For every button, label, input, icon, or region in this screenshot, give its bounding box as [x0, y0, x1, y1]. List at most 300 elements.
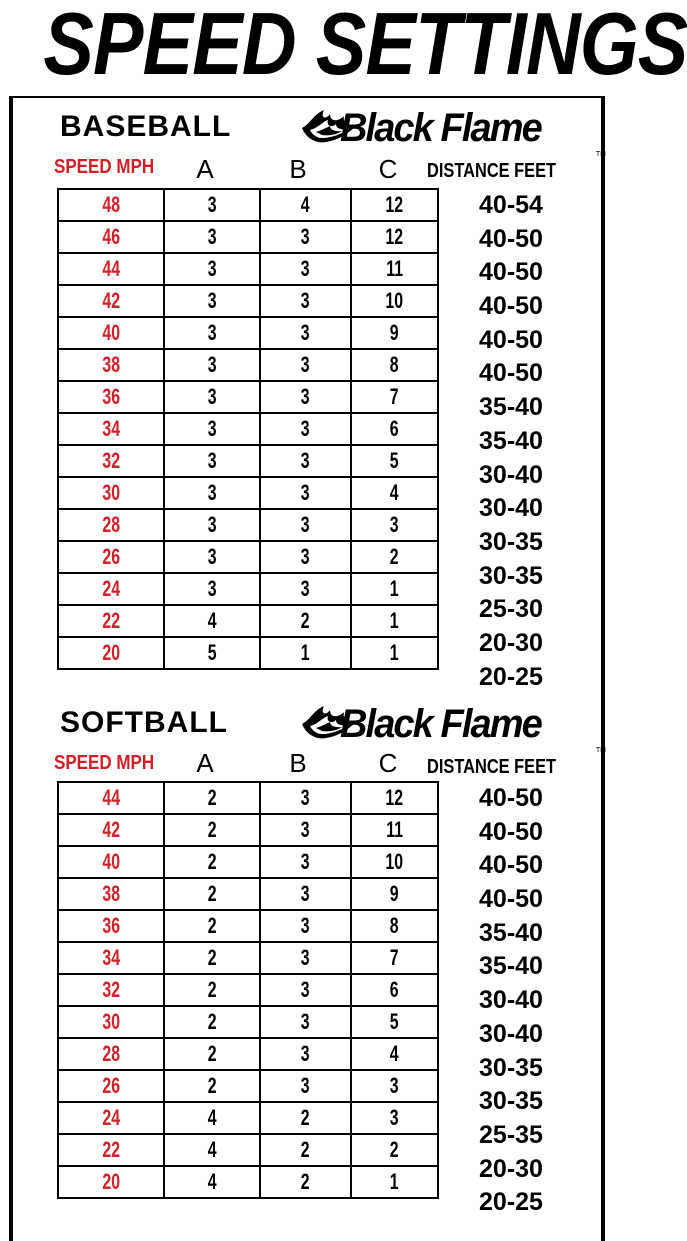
trademark: TM — [595, 747, 606, 754]
baseball-distance-column — [436, 189, 586, 694]
cell-speed — [58, 974, 164, 1006]
cell-b-value: 3 — [301, 785, 310, 810]
cell-c-value: 1 — [390, 640, 399, 665]
cell-c — [351, 285, 438, 317]
distance-value: 35-40 — [479, 952, 543, 981]
table-row — [58, 1006, 438, 1038]
cell-b-value: 3 — [301, 288, 310, 313]
cell-c-value: 1 — [390, 608, 399, 633]
cell-speed — [58, 189, 164, 221]
cell-a — [164, 910, 260, 942]
cell-speed-value: 38 — [102, 881, 120, 906]
table-row — [58, 846, 438, 878]
cell-a — [164, 782, 260, 814]
cell-a — [164, 1102, 260, 1134]
cell-speed-value: 30 — [102, 1009, 120, 1034]
cell-c — [351, 942, 438, 974]
cell-a-value: 4 — [207, 1137, 217, 1162]
cell-c — [351, 1038, 438, 1070]
table-row — [58, 413, 438, 445]
distance-value: 20-25 — [479, 1188, 543, 1217]
table-row — [58, 509, 438, 541]
cell-speed — [58, 221, 164, 253]
cell-a — [164, 878, 260, 910]
cell-c-value: 12 — [385, 192, 404, 217]
cell-b-value: 3 — [301, 352, 310, 377]
header-a: A — [196, 748, 214, 778]
cell-a — [164, 814, 260, 846]
softball-table — [57, 781, 439, 1199]
table-row — [58, 541, 438, 573]
cell-c-value: 6 — [390, 977, 399, 1002]
distance-value: 30-35 — [479, 561, 543, 590]
cell-b — [260, 1070, 351, 1102]
cell-a-value: 3 — [207, 544, 217, 569]
header-a: A — [196, 154, 214, 184]
cell-c — [351, 253, 438, 285]
cell-speed-value: 24 — [102, 576, 120, 601]
cell-c-value: 10 — [385, 849, 404, 874]
cell-a-value: 5 — [207, 640, 217, 665]
table-row — [58, 1102, 438, 1134]
cell-speed-value: 46 — [102, 224, 120, 249]
cell-b-value: 2 — [301, 1169, 310, 1194]
cell-speed — [58, 605, 164, 637]
cell-b-value: 3 — [301, 256, 310, 281]
header-c: C — [378, 154, 398, 184]
distance-value: 20-30 — [479, 628, 543, 657]
cell-b — [260, 1038, 351, 1070]
header-c: C — [378, 748, 398, 778]
cell-a — [164, 349, 260, 381]
distance-value: 40-50 — [479, 817, 543, 846]
brand-name: Black Flame — [340, 106, 541, 150]
cell-b-value: 4 — [301, 192, 310, 217]
cell-speed-value: 30 — [102, 480, 120, 505]
cell-speed — [58, 1102, 164, 1134]
distance-value: 35-40 — [479, 426, 543, 455]
table-row — [58, 381, 438, 413]
cell-b-value: 2 — [301, 1137, 310, 1162]
cell-a — [164, 189, 260, 221]
cell-speed-value: 32 — [102, 448, 120, 473]
softball-distance-column — [436, 782, 586, 1220]
cell-c-value: 4 — [390, 480, 399, 505]
cell-c — [351, 1166, 438, 1198]
cell-b — [260, 317, 351, 349]
cell-c-value: 3 — [390, 512, 399, 537]
cell-c-value: 11 — [386, 817, 403, 842]
cell-c-value: 1 — [390, 1169, 399, 1194]
cell-b-value: 3 — [301, 224, 310, 249]
cell-c-value: 5 — [390, 1009, 399, 1034]
cell-speed-value: 36 — [102, 384, 120, 409]
cell-speed — [58, 942, 164, 974]
cell-speed-value: 28 — [102, 512, 120, 537]
cell-speed — [58, 846, 164, 878]
cell-a — [164, 285, 260, 317]
cell-c-value: 3 — [390, 1073, 399, 1098]
cell-a — [164, 221, 260, 253]
cell-a-value: 4 — [207, 1169, 217, 1194]
cell-speed — [58, 381, 164, 413]
header-b: B — [289, 154, 307, 184]
cell-c — [351, 509, 438, 541]
table-row — [58, 974, 438, 1006]
cell-b — [260, 637, 351, 669]
distance-value: 40-50 — [479, 359, 543, 388]
header-distance: DISTANCE FEET — [427, 160, 557, 182]
cell-b-value: 3 — [301, 480, 310, 505]
cell-speed-value: 22 — [102, 608, 120, 633]
cell-speed — [58, 1134, 164, 1166]
table-row — [58, 445, 438, 477]
cell-speed-value: 40 — [102, 320, 120, 345]
distance-value: 30-35 — [479, 1087, 543, 1116]
table-row — [58, 253, 438, 285]
cell-b — [260, 541, 351, 573]
cell-a-value: 4 — [207, 1105, 217, 1130]
distance-value: 25-30 — [479, 595, 543, 624]
cell-a-value: 4 — [207, 608, 217, 633]
cell-speed-value: 42 — [102, 288, 120, 313]
distance-value: 40-50 — [479, 258, 543, 287]
cell-c — [351, 189, 438, 221]
cell-a — [164, 605, 260, 637]
distance-value: 30-40 — [479, 986, 543, 1015]
cell-a — [164, 509, 260, 541]
cell-b — [260, 974, 351, 1006]
cell-speed-value: 34 — [102, 945, 120, 970]
cell-c-value: 7 — [390, 384, 399, 409]
table-row — [58, 878, 438, 910]
cell-a — [164, 1134, 260, 1166]
header-b: B — [289, 748, 307, 778]
cell-speed — [58, 910, 164, 942]
cell-b — [260, 509, 351, 541]
cell-b-value: 3 — [301, 512, 310, 537]
cell-b — [260, 605, 351, 637]
cell-b-value: 3 — [301, 945, 310, 970]
cell-a-value: 3 — [207, 320, 217, 345]
cell-a-value: 2 — [207, 1041, 217, 1066]
cell-b-value: 2 — [301, 608, 310, 633]
cell-a — [164, 477, 260, 509]
table-row — [58, 814, 438, 846]
cell-b — [260, 1134, 351, 1166]
cell-b-value: 3 — [301, 384, 310, 409]
header-speed: SPEED MPH — [54, 752, 155, 774]
cell-a-value: 3 — [207, 416, 217, 441]
cell-speed — [58, 285, 164, 317]
table-row — [58, 1070, 438, 1102]
cell-a — [164, 317, 260, 349]
cell-speed — [58, 814, 164, 846]
cell-b-value: 3 — [301, 1009, 310, 1034]
cell-speed-value: 48 — [102, 192, 120, 217]
cell-c-value: 5 — [390, 448, 399, 473]
table-row — [58, 189, 438, 221]
distance-value: 40-50 — [479, 224, 543, 253]
cell-b-value: 3 — [301, 416, 310, 441]
header-distance: DISTANCE FEET — [427, 756, 557, 778]
cell-c — [351, 974, 438, 1006]
cell-a-value: 3 — [207, 352, 217, 377]
cell-c — [351, 221, 438, 253]
cell-c-value: 12 — [385, 785, 404, 810]
cell-a — [164, 942, 260, 974]
cell-speed-value: 32 — [102, 977, 120, 1002]
cell-c-value: 8 — [390, 913, 399, 938]
cell-b — [260, 878, 351, 910]
cell-speed — [58, 541, 164, 573]
cell-c-value: 9 — [390, 881, 399, 906]
distance-value: 40-50 — [479, 325, 543, 354]
cell-speed — [58, 782, 164, 814]
cell-c-value: 2 — [390, 1137, 399, 1162]
cell-b-value: 3 — [301, 881, 310, 906]
table-row — [58, 221, 438, 253]
cell-a-value: 3 — [207, 512, 217, 537]
cell-c — [351, 1070, 438, 1102]
distance-value: 30-40 — [479, 494, 543, 523]
cell-c — [351, 1134, 438, 1166]
cell-b-value: 2 — [301, 1105, 310, 1130]
cell-a — [164, 846, 260, 878]
cell-c — [351, 814, 438, 846]
cell-a — [164, 1070, 260, 1102]
cell-speed — [58, 637, 164, 669]
cell-a-value: 3 — [207, 192, 217, 217]
cell-b — [260, 846, 351, 878]
cell-b-value: 3 — [301, 448, 310, 473]
brand-name: Black Flame — [340, 702, 541, 746]
cell-c-value: 3 — [390, 1105, 399, 1130]
distance-value: 40-54 — [479, 191, 543, 219]
cell-c — [351, 317, 438, 349]
cell-a-value: 2 — [207, 1009, 217, 1034]
cell-c — [351, 541, 438, 573]
cell-speed-value: 26 — [102, 1073, 120, 1098]
table-row — [58, 605, 438, 637]
cell-c — [351, 349, 438, 381]
cell-speed — [58, 413, 164, 445]
cell-a-value: 3 — [207, 576, 217, 601]
cell-a — [164, 974, 260, 1006]
cell-b — [260, 413, 351, 445]
cell-speed-value: 26 — [102, 544, 120, 569]
distance-value: 40-50 — [479, 292, 543, 321]
distance-value: 30-40 — [479, 460, 543, 489]
table-row — [58, 349, 438, 381]
table-row — [58, 1038, 438, 1070]
distance-value: 20-30 — [479, 1154, 543, 1183]
table-row — [58, 942, 438, 974]
cell-b — [260, 814, 351, 846]
cell-speed — [58, 1166, 164, 1198]
cell-speed — [58, 573, 164, 605]
cell-c — [351, 381, 438, 413]
cell-c — [351, 846, 438, 878]
cell-a-value: 3 — [207, 224, 217, 249]
cell-b — [260, 221, 351, 253]
cell-b-value: 3 — [301, 977, 310, 1002]
cell-c-value: 1 — [390, 576, 399, 601]
cell-b — [260, 285, 351, 317]
distance-value: 25-35 — [479, 1120, 543, 1149]
cell-a-value: 2 — [207, 1073, 217, 1098]
cell-speed — [58, 878, 164, 910]
cell-speed-value: 44 — [102, 256, 120, 281]
cell-c-value: 10 — [385, 288, 404, 313]
cell-a-value: 3 — [207, 288, 217, 313]
table-row — [58, 910, 438, 942]
cell-c-value: 12 — [385, 224, 404, 249]
cell-b — [260, 1006, 351, 1038]
cell-c — [351, 878, 438, 910]
cell-b-value: 1 — [301, 640, 310, 665]
cell-c — [351, 1006, 438, 1038]
cell-b-value: 3 — [301, 576, 310, 601]
cell-b — [260, 910, 351, 942]
table-row — [58, 1134, 438, 1166]
cell-speed — [58, 1006, 164, 1038]
cell-b — [260, 189, 351, 221]
cell-speed-value: 20 — [102, 640, 120, 665]
cell-speed — [58, 445, 164, 477]
cell-c — [351, 573, 438, 605]
cell-c — [351, 637, 438, 669]
page-title: SPEED SETTINGS — [43, 0, 687, 93]
cell-b-value: 3 — [301, 544, 310, 569]
cell-c-value: 11 — [386, 256, 403, 281]
cell-speed-value: 44 — [102, 785, 120, 810]
table-row — [58, 477, 438, 509]
cell-a-value: 2 — [207, 977, 217, 1002]
cell-a — [164, 573, 260, 605]
cell-b-value: 3 — [301, 1041, 310, 1066]
cell-b — [260, 573, 351, 605]
cell-c-value: 2 — [390, 544, 399, 569]
cell-c — [351, 477, 438, 509]
cell-speed — [58, 253, 164, 285]
cell-b-value: 3 — [301, 817, 310, 842]
cell-a — [164, 413, 260, 445]
brand-logo — [300, 104, 606, 158]
cell-a — [164, 1038, 260, 1070]
table-row — [58, 285, 438, 317]
cell-b-value: 3 — [301, 1073, 310, 1098]
table-row — [58, 573, 438, 605]
table-row — [58, 782, 438, 814]
cell-speed-value: 42 — [102, 817, 120, 842]
cell-a — [164, 381, 260, 413]
cell-a-value: 2 — [207, 817, 217, 842]
cell-c-value: 9 — [390, 320, 399, 345]
distance-value: 40-50 — [479, 885, 543, 914]
cell-speed — [58, 317, 164, 349]
cell-c-value: 6 — [390, 416, 399, 441]
cell-a-value: 3 — [207, 480, 217, 505]
cell-b — [260, 1102, 351, 1134]
distance-value: 35-40 — [479, 393, 543, 422]
cell-speed — [58, 509, 164, 541]
cell-a — [164, 445, 260, 477]
header-speed: SPEED MPH — [54, 156, 155, 178]
cell-a-value: 3 — [207, 448, 217, 473]
cell-b-value: 3 — [301, 913, 310, 938]
trademark: TM — [595, 151, 606, 158]
distance-value: 30-35 — [479, 527, 543, 556]
cell-speed-value: 24 — [102, 1105, 120, 1130]
distance-value: 40-50 — [479, 851, 543, 880]
cell-speed — [58, 1070, 164, 1102]
cell-b — [260, 381, 351, 413]
cell-c-value: 8 — [390, 352, 399, 377]
section-title-softball: SOFTBALL — [60, 706, 228, 739]
baseball-table — [57, 188, 439, 670]
cell-a — [164, 253, 260, 285]
cell-a-value: 2 — [207, 945, 217, 970]
cell-a-value: 2 — [207, 881, 217, 906]
brand-logo — [300, 700, 606, 754]
cell-speed-value: 36 — [102, 913, 120, 938]
cell-a — [164, 1166, 260, 1198]
cell-b-value: 3 — [301, 849, 310, 874]
cell-speed-value: 20 — [102, 1169, 120, 1194]
cell-c — [351, 413, 438, 445]
cell-a-value: 3 — [207, 256, 217, 281]
cell-a-value: 2 — [207, 849, 217, 874]
cell-speed-value: 22 — [102, 1137, 120, 1162]
cell-a-value: 3 — [207, 384, 217, 409]
cell-b — [260, 782, 351, 814]
cell-c — [351, 605, 438, 637]
cell-c — [351, 782, 438, 814]
cell-speed-value: 34 — [102, 416, 120, 441]
distance-value: 30-35 — [479, 1053, 543, 1082]
cell-c — [351, 910, 438, 942]
cell-a — [164, 541, 260, 573]
cell-speed — [58, 477, 164, 509]
distance-value: 40-50 — [479, 784, 543, 812]
cell-speed — [58, 1038, 164, 1070]
cell-b-value: 3 — [301, 320, 310, 345]
cell-b — [260, 349, 351, 381]
cell-c — [351, 445, 438, 477]
cell-a — [164, 637, 260, 669]
cell-a — [164, 1006, 260, 1038]
table-row — [58, 317, 438, 349]
distance-value: 20-25 — [479, 662, 543, 691]
table-row — [58, 637, 438, 669]
cell-b — [260, 477, 351, 509]
cell-c — [351, 1102, 438, 1134]
section-title-baseball: BASEBALL — [60, 110, 232, 143]
table-row — [58, 1166, 438, 1198]
cell-speed-value: 28 — [102, 1041, 120, 1066]
distance-value: 35-40 — [479, 918, 543, 947]
cell-speed-value: 38 — [102, 352, 120, 377]
cell-b — [260, 1166, 351, 1198]
cell-c-value: 4 — [390, 1041, 399, 1066]
cell-c-value: 7 — [390, 945, 399, 970]
cell-speed — [58, 349, 164, 381]
cell-b — [260, 445, 351, 477]
cell-a-value: 2 — [207, 913, 217, 938]
cell-b — [260, 253, 351, 285]
cell-speed-value: 40 — [102, 849, 120, 874]
